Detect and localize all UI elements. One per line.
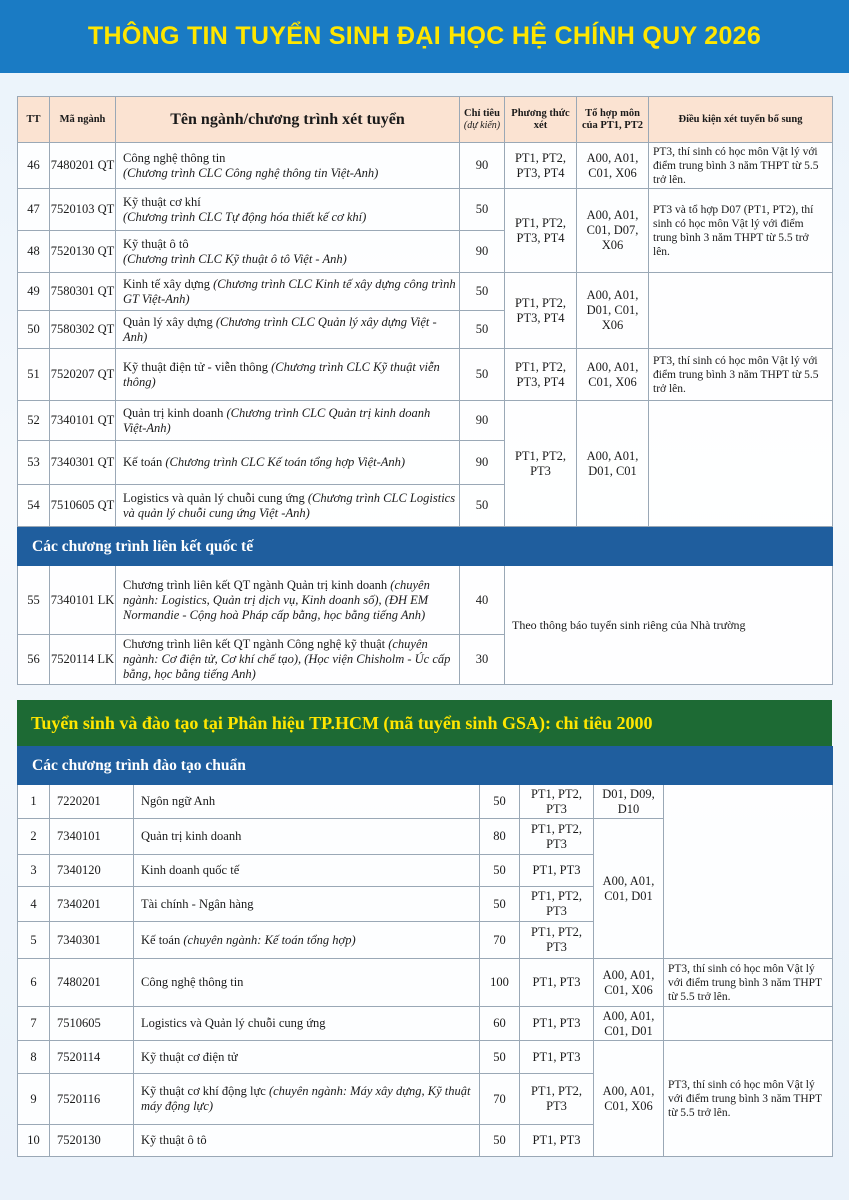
table-row	[18, 1007, 833, 1041]
cell-tt: 52	[18, 401, 50, 441]
cell-tt: 6	[18, 959, 50, 1007]
cell-quota: 50	[460, 349, 505, 401]
cell-quota: 50	[460, 189, 505, 231]
cell-note	[649, 401, 833, 527]
program-sub: (Chương trình CLC Logistics và quản lý chuỗi cung ứng Việt -Anh)	[123, 490, 456, 520]
cell-tt: 51	[18, 349, 50, 401]
cell-quota: 80	[480, 819, 520, 855]
program-sub: (chuyên ngành: Kế toán tổng hợp)	[183, 932, 356, 947]
col-to-hop: Tổ hợp môn của PT1, PT2	[577, 97, 649, 143]
section-header-std	[18, 747, 833, 785]
cell-ma: 7580301 QT	[50, 273, 116, 311]
cell-to-hop: A00, A01, D01, C01, X06	[577, 273, 649, 349]
table-row	[18, 189, 833, 231]
program-sub: (Chương trình CLC Kế toán tổng hợp Việt-Anh)	[165, 455, 406, 469]
cell-name	[116, 401, 460, 441]
cell-ma: 7520114	[50, 1041, 134, 1074]
program-name: Quản lý xây dựng	[123, 314, 213, 329]
program-sub: (Chương trình CLC Kỹ thuật ô tô Việt - Anh)	[123, 251, 347, 266]
cell-quota: 100	[480, 959, 520, 1007]
program-name: Kỹ thuật ô tô	[123, 236, 189, 251]
program-sub: (chuyên ngành: Logistics, Quản trị dịch vụ, Kinh doanh số), (ĐH EM Normandie - Cộng hoà Pháp cấp bằng, học bằng tiếng Anh)	[123, 577, 430, 622]
program-name: Chương trình liên kết QT ngành Công nghệ kỹ thuật	[123, 637, 386, 651]
cell-to-hop: D01, D09, D10	[594, 785, 664, 819]
program-name: Kỹ thuật cơ khí	[123, 194, 201, 209]
program-sub: (Chương trình CLC Kỹ thuật viễn thông)	[123, 359, 440, 389]
cell-pt: PT1, PT2, PT3	[520, 887, 594, 922]
cell-name	[116, 349, 460, 401]
cell-name	[116, 635, 460, 685]
cell-pt: PT1, PT2, PT3, PT4	[505, 273, 577, 349]
cell-name	[116, 441, 460, 485]
col-ma-nganh: Mã ngành	[50, 97, 116, 143]
cell-tt: 1	[18, 785, 50, 819]
section-title-lk: Các chương trình liên kết quốc tế	[18, 527, 833, 566]
cell-tt: 55	[18, 566, 50, 635]
cell-to-hop: A00, A01, C01, D01	[594, 1007, 664, 1041]
table-row	[18, 143, 833, 189]
cell-quota: 90	[460, 143, 505, 189]
cell-ma: 7520130	[50, 1125, 134, 1157]
cell-quota: 50	[480, 1041, 520, 1074]
cell-pt: PT1, PT2, PT3	[520, 922, 594, 959]
cell-quota: 50	[460, 273, 505, 311]
table-row	[18, 566, 833, 635]
table-row	[18, 273, 833, 311]
header-banner	[0, 0, 849, 73]
cell-to-hop: A00, A01, C01, X06	[577, 349, 649, 401]
cell-name: Kỹ thuật ô tô	[134, 1125, 480, 1157]
col-chi-tieu	[460, 97, 505, 143]
cell-ma: 7580302 QT	[50, 311, 116, 349]
section-title-std: Các chương trình đào tạo chuẩn	[18, 747, 833, 785]
cell-note	[664, 785, 833, 959]
cell-tt: 2	[18, 819, 50, 855]
cell-ma: 7510605	[50, 1007, 134, 1041]
cell-to-hop: A00, A01, C01, X06	[594, 1041, 664, 1157]
cell-to-hop: A00, A01, C01, D01	[594, 819, 664, 959]
admission-table-main	[17, 96, 833, 685]
cell-tt: 47	[18, 189, 50, 231]
cell-tt: 50	[18, 311, 50, 349]
cell-name: Quản trị kinh doanh	[134, 819, 480, 855]
cell-name	[116, 189, 460, 231]
cell-ma: 7510605 QT	[50, 485, 116, 527]
cell-pt: PT1, PT2, PT3	[520, 785, 594, 819]
cell-note: PT3, thí sinh có học môn Vật lý với điểm trung bình 3 năm THPT từ 5.5 trở lên.	[649, 349, 833, 401]
cell-name: Tài chính - Ngân hàng	[134, 887, 480, 922]
table-row	[18, 401, 833, 441]
cell-name	[116, 273, 460, 311]
cell-quota: 90	[460, 401, 505, 441]
program-sub: (Chương trình CLC Kinh tế xây dựng công trình GT Việt-Anh)	[123, 276, 456, 306]
cell-quota: 50	[460, 311, 505, 349]
cell-ma: 7220201	[50, 785, 134, 819]
cell-quota: 90	[460, 231, 505, 273]
cell-ma: 7520116	[50, 1074, 134, 1125]
cell-ma: 7340101 LK	[50, 566, 116, 635]
col-chi-tieu-note: (dự kiến)	[463, 119, 501, 131]
program-name: Kỹ thuật điện tử - viễn thông	[123, 359, 268, 374]
cell-ma: 7340201	[50, 887, 134, 922]
cell-name	[134, 1074, 480, 1125]
program-sub: (chuyên ngành: Cơ điện tử, Cơ khí chế tạo), (Học viện Chisholm - Úc cấp bằng, học bằng tiếng Anh)	[123, 637, 451, 681]
admission-table-hcm	[17, 746, 833, 1157]
cell-ma: 7520207 QT	[50, 349, 116, 401]
table-row	[18, 785, 833, 819]
program-name: Kỹ thuật cơ khí động lực	[141, 1084, 266, 1098]
cell-pt: PT1, PT2, PT3	[520, 1074, 594, 1125]
cell-note: PT3, thí sinh có học môn Vật lý với điểm trung bình 3 năm THPT từ 5.5 trở lên.	[664, 959, 833, 1007]
cell-name: Kinh doanh quốc tế	[134, 855, 480, 887]
cell-lk-note: Theo thông báo tuyển sinh riêng của Nhà trường	[505, 566, 833, 685]
cell-ma: 7340120	[50, 855, 134, 887]
cell-pt: PT1, PT3	[520, 1041, 594, 1074]
cell-pt: PT1, PT2, PT3, PT4	[505, 189, 577, 273]
cell-quota: 70	[480, 1074, 520, 1125]
cell-name	[116, 231, 460, 273]
cell-note: PT3, thí sinh có học môn Vật lý với điểm trung bình 3 năm THPT từ 5.5 trở lên.	[664, 1041, 833, 1157]
program-sub: (Chương trình CLC Công nghệ thông tin Việt-Anh)	[123, 165, 379, 180]
cell-name	[116, 311, 460, 349]
cell-pt: PT1, PT2, PT3, PT4	[505, 349, 577, 401]
col-chi-tieu-label: Chỉ tiêu	[464, 107, 500, 119]
cell-quota: 50	[480, 887, 520, 922]
cell-tt: 7	[18, 1007, 50, 1041]
cell-tt: 56	[18, 635, 50, 685]
cell-ma: 7520114 LK	[50, 635, 116, 685]
cell-quota: 50	[480, 1125, 520, 1157]
cell-name	[134, 922, 480, 959]
program-name: Kế toán	[123, 455, 163, 469]
cell-ma: 7480201	[50, 959, 134, 1007]
cell-quota: 50	[480, 785, 520, 819]
cell-ma: 7340301 QT	[50, 441, 116, 485]
cell-name	[116, 143, 460, 189]
col-ten-nganh: Tên ngành/chương trình xét tuyển	[116, 97, 460, 143]
program-sub: (chuyên ngành: Máy xây dựng, Kỹ thuật máy động lực)	[141, 1084, 471, 1113]
cell-note: PT3 và tổ hợp D07 (PT1, PT2), thí sinh có học môn Vật lý với điểm trung bình 3 năm THPT từ 5.5 trở lên.	[649, 189, 833, 273]
cell-tt: 48	[18, 231, 50, 273]
cell-ma: 7340301	[50, 922, 134, 959]
table-header-row	[18, 97, 833, 143]
cell-pt: PT1, PT3	[520, 959, 594, 1007]
program-name: Công nghệ thông tin	[123, 150, 226, 165]
cell-ma: 7340101	[50, 819, 134, 855]
program-sub: (Chương trình CLC Tự động hóa thiết kế cơ khí)	[123, 209, 367, 224]
cell-name: Ngôn ngữ Anh	[134, 785, 480, 819]
cell-tt: 53	[18, 441, 50, 485]
cell-quota: 50	[480, 855, 520, 887]
cell-name	[116, 566, 460, 635]
cell-pt: PT1, PT3	[520, 1125, 594, 1157]
cell-pt: PT1, PT3	[520, 1007, 594, 1041]
cell-tt: 46	[18, 143, 50, 189]
cell-quota: 90	[460, 441, 505, 485]
cell-pt: PT1, PT3	[520, 855, 594, 887]
program-name: Kế toán	[141, 932, 181, 947]
cell-quota: 50	[460, 485, 505, 527]
cell-tt: 8	[18, 1041, 50, 1074]
table-row	[18, 349, 833, 401]
cell-name: Công nghệ thông tin	[134, 959, 480, 1007]
cell-name: Logistics và Quản lý chuỗi cung ứng	[134, 1007, 480, 1041]
col-dieu-kien: Điều kiện xét tuyển bổ sung	[649, 97, 833, 143]
cell-to-hop: A00, A01, D01, C01	[577, 401, 649, 527]
cell-ma: 7520130 QT	[50, 231, 116, 273]
cell-tt: 49	[18, 273, 50, 311]
section-header-hcm: Tuyển sinh và đào tạo tại Phân hiệu TP.HCM (mã tuyển sinh GSA): chỉ tiêu 2000	[17, 700, 832, 746]
table-row	[18, 1041, 833, 1074]
cell-tt: 4	[18, 887, 50, 922]
cell-pt: PT1, PT2, PT3, PT4	[505, 143, 577, 189]
program-name: Logistics và quản lý chuỗi cung ứng	[123, 490, 305, 505]
cell-quota: 60	[480, 1007, 520, 1041]
cell-tt: 9	[18, 1074, 50, 1125]
cell-ma: 7520103 QT	[50, 189, 116, 231]
cell-pt: PT1, PT2, PT3	[505, 401, 577, 527]
cell-pt: PT1, PT2, PT3	[520, 819, 594, 855]
col-phuong-thuc: Phương thức xét	[505, 97, 577, 143]
program-sub: (Chương trình CLC Quản lý xây dựng Việt - Anh)	[123, 314, 437, 344]
cell-note	[649, 273, 833, 349]
cell-note	[664, 1007, 833, 1041]
cell-to-hop: A00, A01, C01, D07, X06	[577, 189, 649, 273]
table-row	[18, 959, 833, 1007]
page-title: THÔNG TIN TUYỂN SINH ĐẠI HỌC HỆ CHÍNH QUY 2026	[87, 22, 762, 50]
cell-tt: 10	[18, 1125, 50, 1157]
cell-quota: 40	[460, 566, 505, 635]
program-sub: (Chương trình CLC Quản trị kinh doanh Việt-Anh)	[123, 405, 431, 435]
program-name: Kinh tế xây dựng	[123, 276, 210, 291]
cell-quota: 70	[480, 922, 520, 959]
program-name: Quản trị kinh doanh	[123, 405, 224, 420]
program-name: Chương trình liên kết QT ngành Quản trị kinh doanh	[123, 577, 388, 592]
cell-ma: 7340101 QT	[50, 401, 116, 441]
cell-tt: 3	[18, 855, 50, 887]
cell-ma: 7480201 QT	[50, 143, 116, 189]
cell-to-hop: A00, A01, C01, X06	[594, 959, 664, 1007]
cell-quota: 30	[460, 635, 505, 685]
col-tt: TT	[18, 97, 50, 143]
cell-name: Kỹ thuật cơ điện tử	[134, 1041, 480, 1074]
cell-to-hop: A00, A01, C01, X06	[577, 143, 649, 189]
cell-tt: 54	[18, 485, 50, 527]
cell-tt: 5	[18, 922, 50, 959]
section-header-lk	[18, 527, 833, 566]
cell-note: PT3, thí sinh có học môn Vật lý với điểm trung bình 3 năm THPT từ 5.5 trở lên.	[649, 143, 833, 189]
cell-name	[116, 485, 460, 527]
